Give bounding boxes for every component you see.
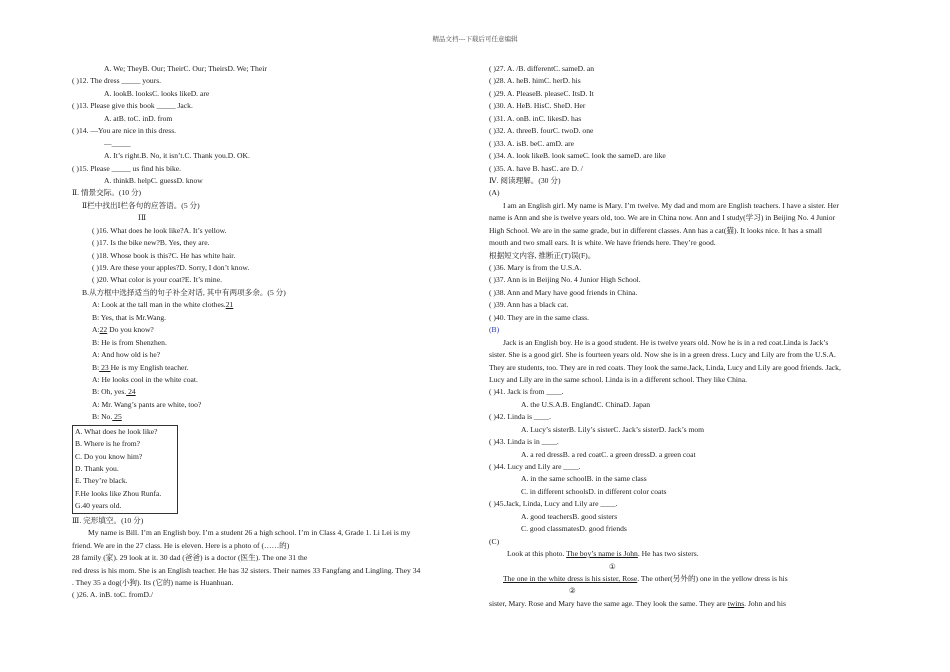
right-line (489, 386, 889, 398)
right-line (489, 511, 889, 523)
right-line (489, 498, 889, 510)
line-text: C. in different schoolsD. in different color coats (521, 486, 667, 496)
answer-option: E. They’re black. (75, 476, 128, 486)
line-text: A. atB. toC. inD. from (104, 113, 173, 123)
right-line (489, 175, 889, 187)
left-line (72, 138, 457, 150)
line-text: Look at this photo. (507, 549, 567, 559)
line-text: name is Ann and she is twelve years old, too. We are in China now. Ann and I study(学习) in Beijing No. 4 Junior (489, 213, 836, 223)
line-text: ( )27. A. /B. differentC. sameD. an (489, 64, 595, 73)
line-text: ( )40. They are in the same class. (489, 312, 590, 322)
left-line (72, 362, 457, 374)
line-text: A. in the same schoolB. in the same class (521, 474, 647, 484)
right-line (489, 287, 889, 299)
left-line (72, 100, 457, 112)
left2-line (72, 515, 457, 527)
left-line (72, 299, 457, 311)
right-line (489, 523, 889, 535)
line-text: ( )29. A. PleaseB. pleaseC. ItsD. It (489, 88, 594, 98)
left-line (72, 349, 457, 361)
right-line (489, 262, 889, 274)
left-line (72, 225, 457, 237)
left-line (72, 386, 457, 398)
line-text: ( )41. Jack is from ____. (489, 387, 564, 397)
line-text: C. good classmatesD. good friends (521, 524, 627, 534)
line-text: I am an English girl. My name is Mary. I’m twelve. My dad and mom are English teachers. I have a sister. Her (503, 200, 839, 210)
line-text: ( )18. Whose book is this?C. He has white hair. (92, 250, 236, 260)
line-text: ( )30. A. HeB. HisC. SheD. Her (489, 101, 586, 111)
line-text-after: . The other(另外的) one in the yellow dress is his (637, 573, 788, 583)
line-text-after: . John and his (744, 598, 786, 608)
line-text: red dress is his mom. She is an English teacher. He has 32 sisters. Their names 33 Fangfang and Lingling. They 34 (72, 565, 421, 575)
underlined-text: The boy’s name is John (566, 549, 638, 559)
line-text: ( )37. Ann is in Beijing No. 4 Junior High School. (489, 275, 641, 285)
line-text: Ⅱ. 情景交际。(10 分) (72, 188, 142, 198)
line-text: A. Lucy’s sisterB. Lily’s sisterC. Jack’s sisterD. Jack’s mom (521, 424, 705, 434)
right-line (489, 449, 889, 461)
right-line (489, 88, 889, 100)
line-text: ( )13. Please give this book _____ Jack. (72, 101, 193, 111)
line-text: A. the U.S.A.B. EnglandC. ChinaD. Japan (521, 399, 651, 409)
line-text: (A) (489, 188, 500, 198)
underlined-text: 24 (126, 387, 136, 397)
left2-line (72, 589, 457, 601)
underlined-text: 21 (225, 300, 234, 310)
line-text: 28 family (家). 29 look at it. 30 dad (爸爸) is a doctor (医生). The one 31 the (72, 553, 308, 563)
line-text: ( )19. Are these your apples?D. Sorry, I don’t know. (92, 263, 250, 272)
underlined-text: twins (727, 598, 745, 608)
line-text: sister, Mary. Rose and Mary have the same age. They look the same. They are (489, 598, 728, 608)
left2-line (72, 565, 457, 577)
left-line (72, 212, 457, 224)
line-text: 根据短文内容, 推断正(T)误(F)。 (489, 250, 596, 260)
line-text: B: Oh, yes. (92, 387, 127, 397)
right-line (489, 399, 889, 411)
line-text: B: Yes, that is Mr.Wang. (92, 312, 167, 322)
line-text: ( )31. A. onB. inC. likesD. has (489, 113, 582, 123)
line-text-after: He is my English teacher. (110, 362, 189, 372)
left-line (72, 125, 457, 137)
line-text: A: And how old is he? (92, 350, 161, 360)
left-line (72, 237, 457, 249)
right-line (489, 200, 889, 212)
line-text: A. We; TheyB. Our; TheirC. Our; TheirsD. We; Their (104, 64, 267, 73)
line-text: ( )14. —You are nice in this dress. (72, 126, 177, 136)
line-text: B: (92, 362, 100, 372)
right-line (489, 486, 889, 498)
underlined-text: 25 (112, 412, 122, 422)
line-text: ( )16. What does he look like?A. It’s yellow. (92, 225, 227, 235)
answer-option: B. Where is he from? (75, 439, 141, 449)
right-line (489, 63, 889, 75)
left2-line (72, 552, 457, 564)
right-line (489, 585, 889, 597)
line-text: (B) (489, 325, 500, 335)
left-line (72, 337, 457, 349)
right-line (489, 250, 889, 262)
left-line (72, 411, 457, 423)
line-text: ( )20. What color is your coat?E. It’s mine. (92, 275, 222, 285)
right-line (489, 225, 889, 237)
right-line (489, 187, 889, 199)
line-text: Jack is an English boy. He is a good student. He is twelve years old. Now he is in a red coat.Linda is Jack’s (503, 337, 829, 347)
left2-line (72, 527, 457, 539)
right-line (489, 113, 889, 125)
line-text: ⅠⅡ (138, 213, 147, 223)
right-line (489, 237, 889, 249)
left-line (72, 88, 457, 100)
line-text: A: Look at the tall man in the white clothes. (92, 300, 226, 310)
left-line (72, 274, 457, 286)
left-line (72, 175, 457, 187)
line-text: ( )34. A. look likeB. look sameC. look the sameD. are like (489, 151, 666, 161)
line-text: ( )44. Lucy and Lily are ____. (489, 462, 581, 471)
line-text: High School. We are in the same grade, but in different classes. Ann has a cat(猫). It looks nice. It has a small (489, 225, 822, 235)
left-line (72, 399, 457, 411)
line-text: A: He looks cool in the white coat. (92, 374, 198, 384)
line-text: Ⅱ栏中找出Ⅰ栏各句的应答语。(5 分) (82, 200, 200, 210)
left-line (72, 150, 457, 162)
right-line (489, 125, 889, 137)
left-line (72, 200, 457, 212)
right-line (489, 424, 889, 436)
line-text: Lucy and Lily are in the same school. Linda is in a different school. They like China. (489, 374, 748, 384)
line-text: ( )17. Is the bike new?B. Yes, they are. (92, 238, 210, 248)
right-line (489, 473, 889, 485)
line-text: ( )28. A. heB. himC. herD. his (489, 76, 581, 86)
line-text: A: Mr. Wang’s pants are white, too? (92, 399, 202, 409)
left-lines (72, 63, 457, 424)
line-text: B.从方框中选择适当的句子补全对话, 其中有两项多余。(5 分) (82, 287, 286, 297)
left2-line (72, 540, 457, 552)
left-line (72, 163, 457, 175)
line-text: ( )33. A. isB. beC. amD. are (489, 138, 574, 148)
left-line (72, 312, 457, 324)
line-text-after: . He has two sisters. (637, 549, 699, 559)
line-text: ( )26. A. inB. toC. fromD./ (72, 590, 153, 600)
left2-line (72, 577, 457, 589)
line-text: My name is Bill. I’m an English boy. I’m a student 26 a high school. I’m in Class 4, Grade 1. Li Lei is my (88, 528, 411, 538)
answer-option: D. Thank you. (75, 464, 119, 473)
right-column (489, 63, 889, 610)
line-text: A. lookB. looksC. looks likeD. are (104, 88, 210, 98)
page-header: 精品文档---下载后可任意编辑 (432, 35, 518, 43)
line-text: A. thinkB. helpC. guessD. know (104, 175, 203, 185)
left-line (72, 262, 457, 274)
line-text: A. good teachersB. good sisters (521, 511, 618, 521)
right-line (489, 411, 889, 423)
line-text: ② (569, 586, 576, 596)
line-text: friend. We are in the 27 class. He is eleven. Here is a photo of (……的) (72, 540, 290, 550)
right-line (489, 100, 889, 112)
answer-option: C. Do you know him? (75, 451, 143, 461)
right-line (489, 312, 889, 324)
right-line (489, 349, 889, 361)
right-line (489, 561, 889, 573)
answer-option: G.40 years old. (75, 501, 122, 511)
line-text: Ⅳ. 阅读理解。(30 分) (489, 175, 561, 185)
line-text: . They 35 a dog(小狗). Its (它的) name is Huanhuan. (72, 577, 234, 587)
right-line (489, 536, 889, 548)
line-text: ( )45.Jack, Linda, Lucy and Lily are ____. (489, 499, 618, 509)
underlined-text: The one in the white dress is his sister, Rose (503, 573, 638, 583)
right-line (489, 573, 889, 585)
right-line (489, 138, 889, 150)
line-text: ( )43. Linda is in ____. (489, 437, 559, 447)
line-text: mouth and two small ears. It is white. We have friends here. They’re good. (489, 238, 716, 248)
underlined-text: 22 (99, 325, 108, 335)
right-line (489, 598, 889, 610)
line-text: —_____ (104, 138, 131, 148)
right-line (489, 548, 889, 560)
right-line (489, 212, 889, 224)
left-column (72, 63, 457, 602)
line-text: B: No. (92, 412, 113, 422)
right-lines (489, 63, 889, 610)
right-line (489, 274, 889, 286)
line-text: They are students, too. They are in red coats. They look the same.Jack, Linda, Lucy and Lily are good friends. Jack, (489, 362, 841, 372)
line-text: ( )39. Ann has a black cat. (489, 300, 569, 310)
left-line (72, 75, 457, 87)
line-text: A. a red dressB. a red coatC. a green dressD. a green coat (521, 449, 696, 459)
line-text: sister. She is a good girl. She is fourteen years old. Now she is in a green dress. Lucy and Lily are from the U.S.A. (489, 350, 836, 360)
line-text: ( )35. A. have B. hasC. are D. / (489, 163, 583, 173)
left-line (72, 250, 457, 262)
right-line (489, 75, 889, 87)
line-text: ( )38. Ann and Mary have good friends in China. (489, 287, 638, 297)
left-line (72, 113, 457, 125)
line-text: ( )15. Please _____ us find his bike. (72, 163, 182, 173)
line-text-after: Do you know? (107, 325, 154, 335)
right-line (489, 436, 889, 448)
line-text: ( )36. Mary is from the U.S.A. (489, 263, 582, 272)
right-line (489, 163, 889, 175)
right-line (489, 337, 889, 349)
answer-option: F.He looks like Zhou Runfa. (75, 488, 162, 498)
line-text: ① (609, 561, 616, 571)
left-line (72, 63, 457, 75)
left-line (72, 374, 457, 386)
answer-option: A. What does he look like? (75, 426, 158, 436)
right-line (489, 150, 889, 162)
line-text: ( )32. A. threeB. fourC. twoD. one (489, 126, 594, 136)
line-text: B: He is from Shenzhen. (92, 337, 167, 347)
line-text: A. It’s right.B. No, it isn’t.C. Thank you.D. OK. (104, 151, 250, 161)
line-text: (C) (489, 536, 500, 546)
right-line (489, 299, 889, 311)
right-line (489, 324, 889, 336)
left-line (72, 287, 457, 299)
left-line (72, 324, 457, 336)
right-line (489, 461, 889, 473)
right-line (489, 362, 889, 374)
right-line (489, 374, 889, 386)
line-text: ( )42. Linda is ____. (489, 412, 552, 422)
line-text: ( )12. The dress _____ yours. (72, 76, 162, 86)
left-line (72, 187, 457, 199)
cloze-section (72, 515, 457, 602)
line-text: A: (92, 325, 100, 335)
answer-options-box (72, 425, 178, 514)
underlined-text: 23 (99, 362, 111, 372)
line-text: Ⅲ. 完形填空。(10 分) (72, 515, 144, 525)
